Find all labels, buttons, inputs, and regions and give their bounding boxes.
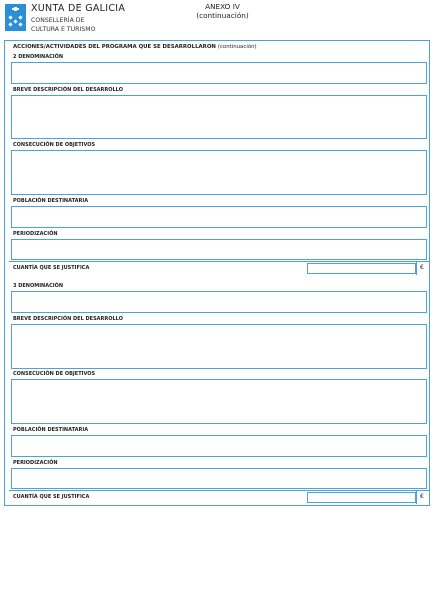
logo-crossbar-shape	[12, 8, 19, 10]
poblacion-label: POBLACIÓN DESTINATARIA	[13, 198, 89, 204]
annex-heading	[170, 2, 275, 20]
cuantia-label: CUANTÍA QUE SE JUSTIFICA	[13, 265, 90, 271]
descripcion-field[interactable]	[11, 324, 427, 369]
poblacion-field[interactable]	[11, 206, 427, 228]
logo-mark	[8, 22, 12, 26]
section-title	[13, 44, 257, 50]
logo-mark	[8, 15, 12, 19]
cuantia-label: CUANTÍA QUE SE JUSTIFICA	[13, 494, 90, 500]
denominacion-label: 2 DENOMINACIÓN	[13, 54, 64, 60]
denominacion-label: 3 DENOMINACIÓN	[13, 283, 64, 289]
cuantia-input[interactable]	[307, 263, 416, 274]
euro-sign: €	[420, 264, 424, 271]
logo-mark	[18, 15, 22, 19]
denominacion-field[interactable]	[11, 62, 427, 84]
logo-mark	[18, 22, 22, 26]
logo-mark	[13, 19, 17, 23]
org-subtitle-line1: CONSELLERÍA DE	[31, 17, 85, 24]
descripcion-field[interactable]	[11, 95, 427, 139]
objetivos-field[interactable]	[11, 150, 427, 195]
cuantia-divider	[416, 262, 417, 275]
xunta-logo-icon	[5, 4, 26, 31]
objetivos-label: CONSECUCIÓN DE OBJETIVOS	[13, 371, 96, 377]
poblacion-label: POBLACIÓN DESTINATARIA	[13, 427, 89, 433]
section-title-text: ACCIONES/ACTIVIDADES DEL PROGRAMA QUE SE DESARROLLARON	[13, 44, 216, 50]
org-subtitle-line2: CULTURA E TURISMO	[31, 25, 96, 33]
org-subtitle	[31, 17, 95, 34]
objetivos-label: CONSECUCIÓN DE OBJETIVOS	[13, 142, 96, 148]
poblacion-field[interactable]	[11, 435, 427, 457]
descripcion-label: BREVE DESCRIPCIÓN DEL DESARROLLO	[13, 316, 123, 322]
cuantia-divider	[416, 491, 417, 504]
periodizacion-label: PERIODIZACIÓN	[13, 231, 58, 237]
denominacion-field[interactable]	[11, 291, 427, 313]
periodizacion-field[interactable]	[11, 239, 427, 260]
annex-title: ANEXO IV	[205, 2, 240, 11]
periodizacion-field[interactable]	[11, 468, 427, 489]
section-title-suffix: (continuación)	[217, 44, 257, 50]
cuantia-row	[9, 490, 429, 504]
euro-sign: €	[420, 493, 424, 500]
org-title: XUNTA DE GALICIA	[31, 3, 126, 14]
annex-subtitle: (continuación)	[196, 11, 249, 20]
cuantia-input[interactable]	[307, 492, 416, 503]
objetivos-field[interactable]	[11, 379, 427, 424]
descripcion-label: BREVE DESCRIPCIÓN DEL DESARROLLO	[13, 87, 123, 93]
cuantia-row	[9, 261, 429, 275]
periodizacion-label: PERIODIZACIÓN	[13, 460, 58, 466]
